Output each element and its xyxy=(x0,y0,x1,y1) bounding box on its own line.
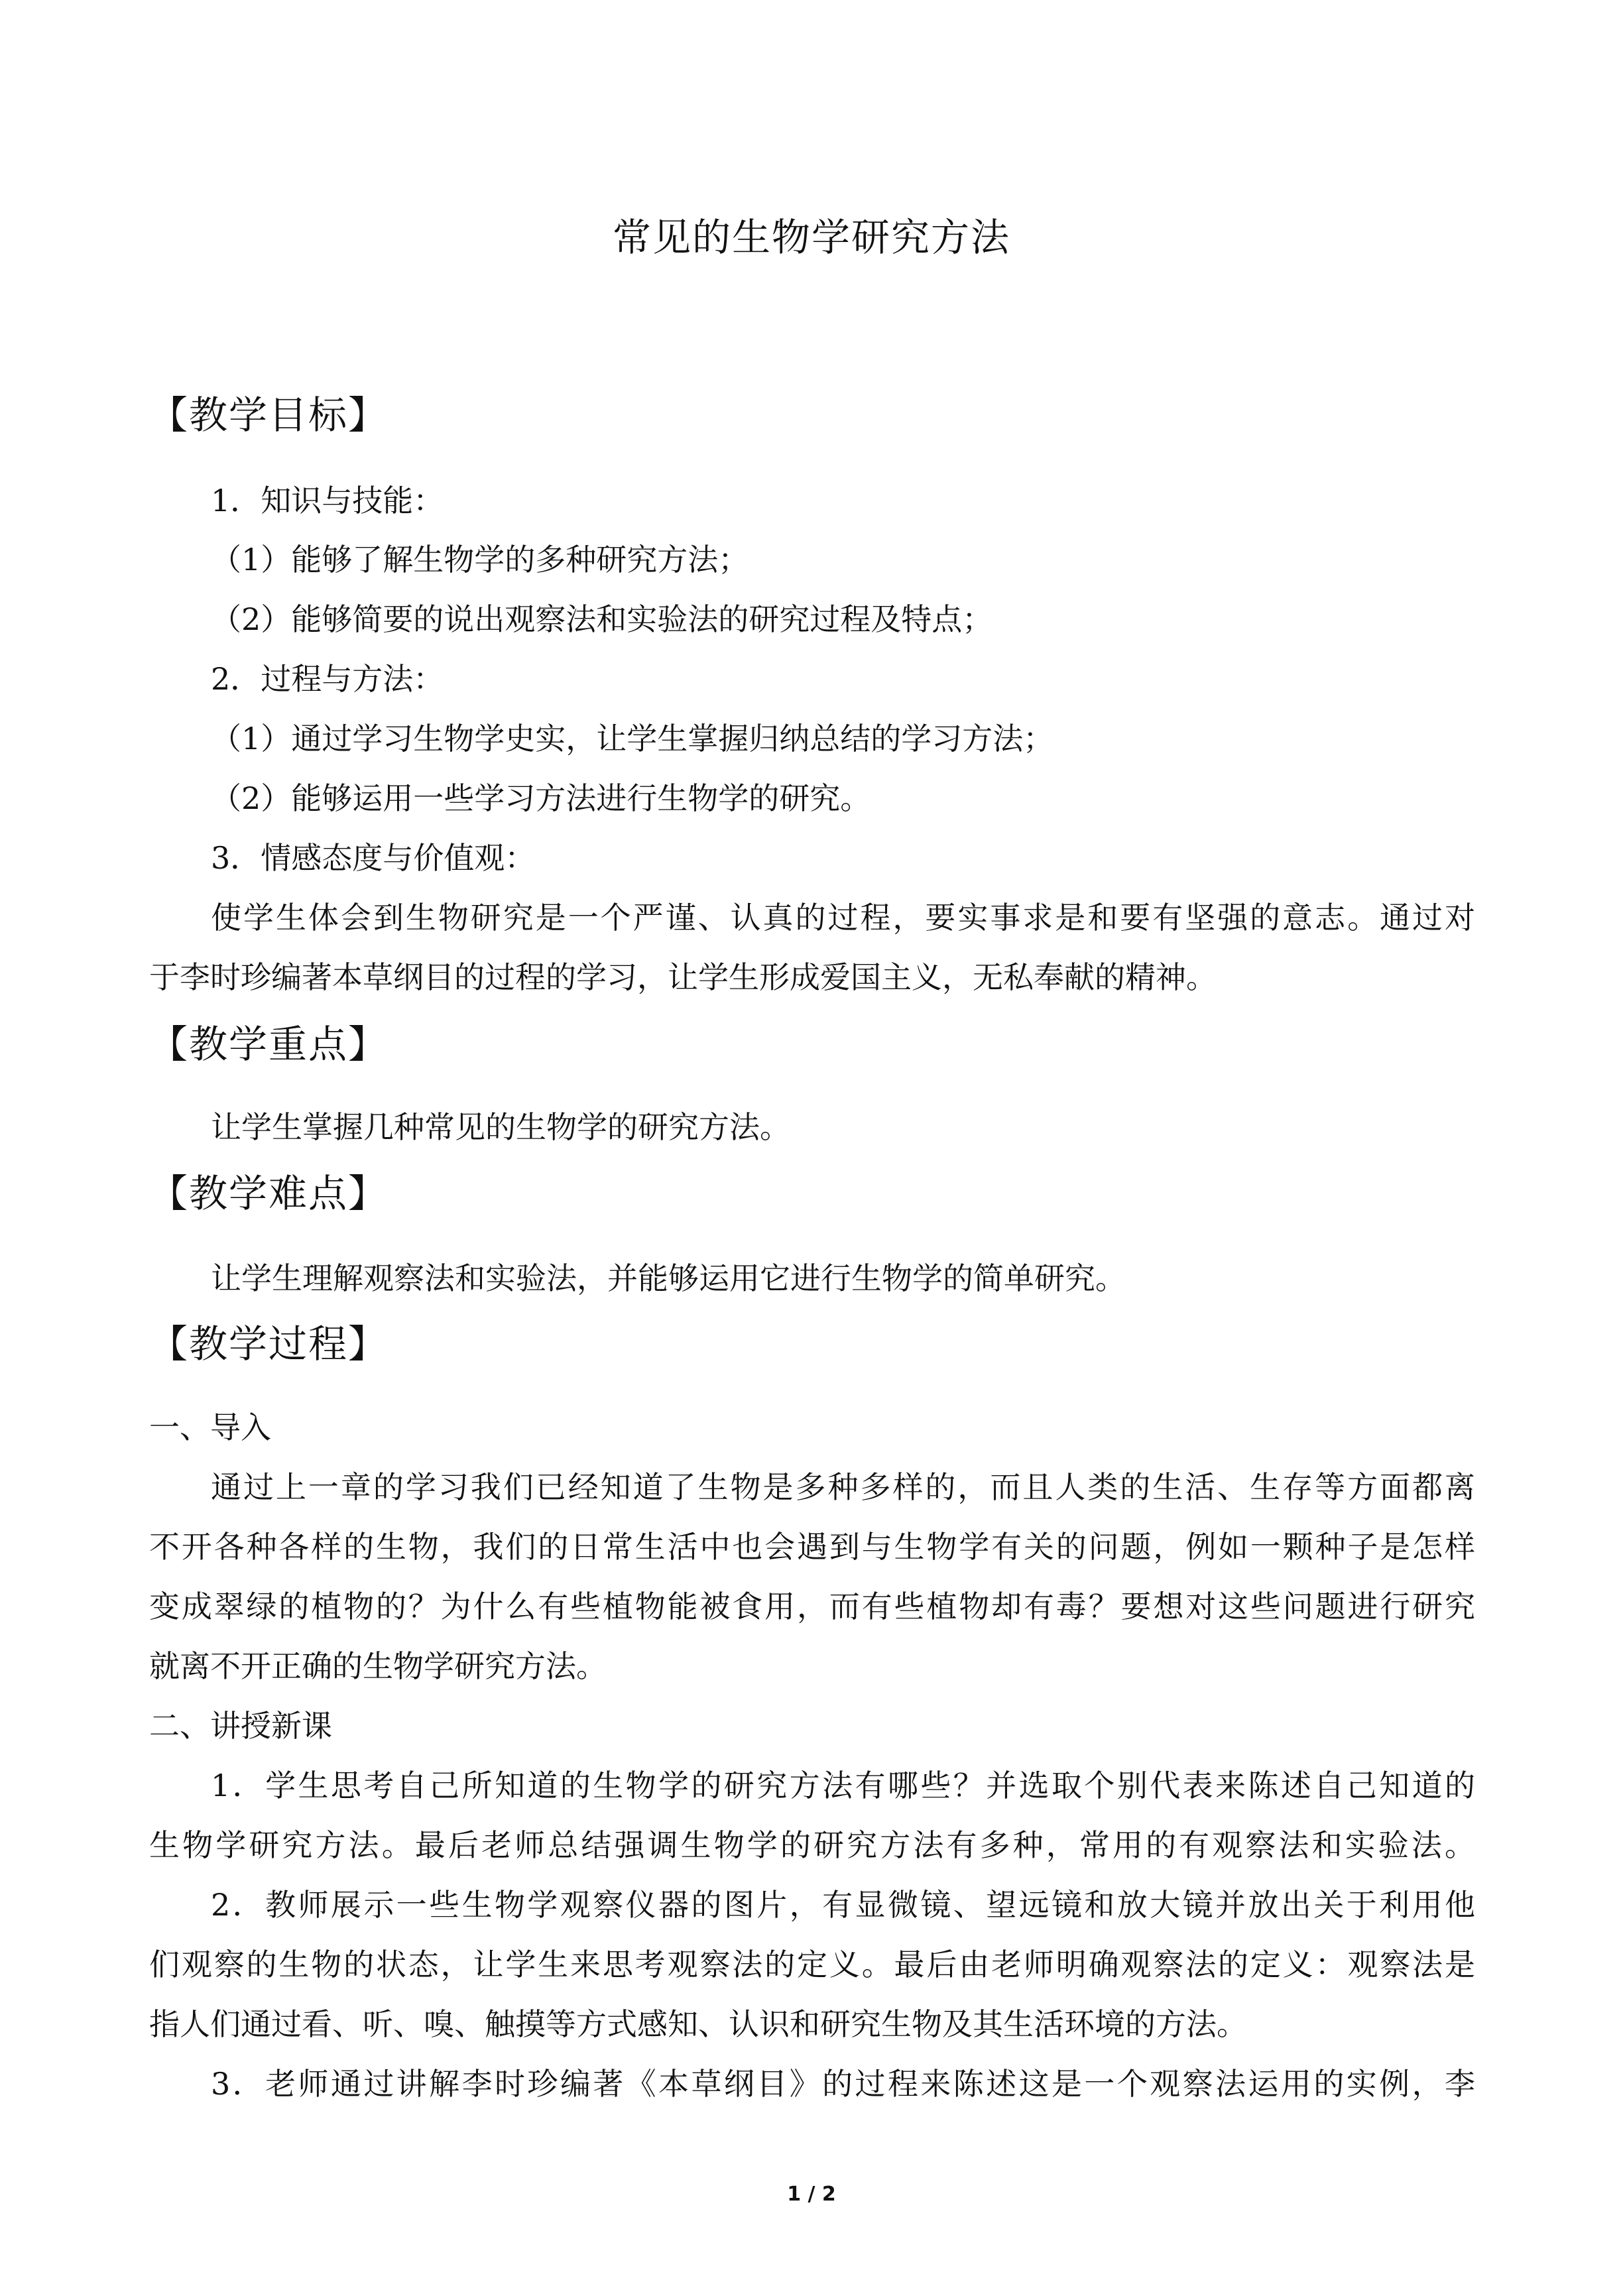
process-p1-line2: 生物学研究方法。最后老师总结强调生物学的研究方法有多种，常用的有观察法和实验法。 xyxy=(149,1827,1475,1863)
key-points-text: 让学生掌握几种常见的生物学的研究方法。 xyxy=(211,1109,790,1145)
process-part2-title: 二、讲授新课 xyxy=(149,1708,332,1744)
section-heading-goals: 【教学目标】 xyxy=(149,393,389,438)
process-part1-line1: 通过上一章的学习我们已经知道了生物是多种多样的，而且人类的生活、生存等方面都离 xyxy=(211,1469,1475,1505)
process-p2-line2: 们观察的生物的状态，让学生来思考观察法的定义。最后由老师明确观察法的定义：观察法是 xyxy=(149,1947,1475,1982)
process-p1-line1: 1．学生思考自己所知道的生物学的研究方法有哪些？并选取个别代表来陈述自己知道的 xyxy=(211,1768,1475,1803)
difficulties-text: 让学生理解观察法和实验法，并能够运用它进行生物学的简单研究。 xyxy=(211,1260,1126,1296)
process-part1-line4: 就离不开正确的生物学研究方法。 xyxy=(149,1648,607,1684)
process-part1-title: 一、导入 xyxy=(149,1410,271,1445)
process-part1-line2: 不开各种各样的生物，我们的日常生活中也会遇到与生物学有关的问题，例如一颗种子是怎样 xyxy=(149,1529,1475,1565)
goal-item-3: 3．情感态度与价值观： xyxy=(211,840,536,876)
goal-item-3-text-line1: 使学生体会到生物研究是一个严谨、认真的过程，要实事求是和要有坚强的意志。通过对 xyxy=(211,900,1475,936)
goal-item-2-1: （1）通过学习生物学史实，让学生掌握归纳总结的学习方法； xyxy=(211,721,1054,756)
goal-item-3-text-line2: 于李时珍编著本草纲目的过程的学习，让学生形成爱国主义，无私奉献的精神。 xyxy=(149,959,1217,995)
process-p3-line1: 3．老师通过讲解李时珍编著《本草纲目》的过程来陈述这是一个观察法运用的实例，李 xyxy=(211,2066,1475,2102)
goal-item-1-2: （2）能够简要的说出观察法和实验法的研究过程及特点； xyxy=(211,601,993,637)
goal-item-2: 2．过程与方法： xyxy=(211,661,444,697)
document-title: 常见的生物学研究方法 xyxy=(612,215,1010,260)
process-p2-line3: 指人们通过看、听、嗅、触摸等方式感知、认识和研究生物及其生活环境的方法。 xyxy=(149,2006,1247,2042)
page-number: 1 / 2 xyxy=(787,2183,836,2206)
section-heading-key-points: 【教学重点】 xyxy=(149,1022,389,1067)
goal-item-2-2: （2）能够运用一些学习方法进行生物学的研究。 xyxy=(211,780,871,816)
process-part1-line3: 变成翠绿的植物的？为什么有些植物能被食用，而有些植物却有毒？要想对这些问题进行研究 xyxy=(149,1589,1475,1624)
goal-item-1-1: （1）能够了解生物学的多种研究方法； xyxy=(211,542,749,577)
goal-item-1: 1．知识与技能： xyxy=(211,483,444,518)
section-heading-difficulties: 【教学难点】 xyxy=(149,1171,389,1216)
section-heading-process: 【教学过程】 xyxy=(149,1321,389,1366)
process-p2-line1: 2．教师展示一些生物学观察仪器的图片，有显微镜、望远镜和放大镜并放出关于利用他 xyxy=(211,1887,1475,1923)
